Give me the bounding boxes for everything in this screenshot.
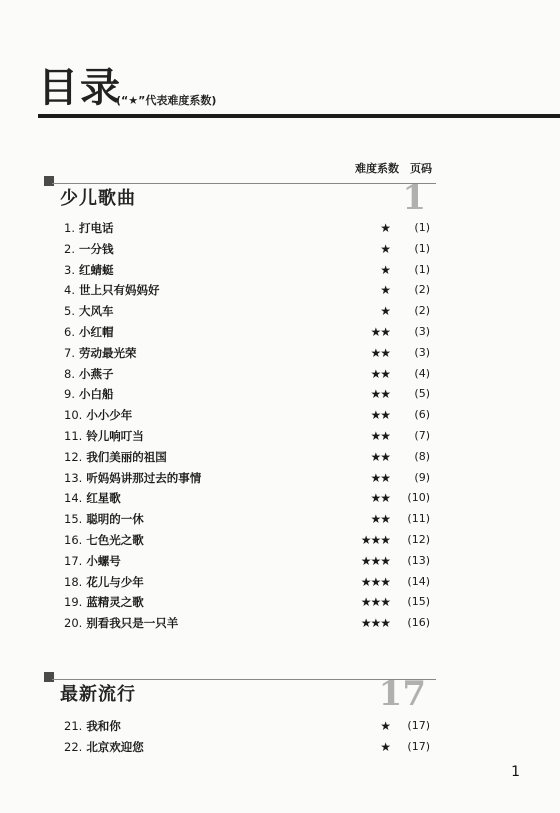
- page-ref: (1): [414, 241, 430, 255]
- difficulty-stars-icon: ★★: [370, 491, 390, 506]
- list-item[interactable]: 14. 红星歌 ★★ (10): [64, 488, 430, 509]
- list-item[interactable]: 20. 别看我只是一只羊 ★★★ (16): [64, 613, 430, 634]
- song-title: 小燕子: [79, 366, 114, 381]
- page-title: 目录: [38, 65, 122, 111]
- column-header: 难度系数 页码: [355, 162, 432, 175]
- difficulty-stars-icon: ★: [380, 719, 390, 733]
- song-title: 打电话: [79, 221, 114, 235]
- difficulty-stars-icon: ★★★: [360, 595, 390, 610]
- difficulty-stars-icon: ★★: [370, 449, 390, 464]
- song-title: 小螺号: [86, 553, 121, 568]
- difficulty-stars-icon: ★: [380, 283, 390, 298]
- difficulty-stars-icon: ★: [380, 221, 390, 235]
- page-ref: (7): [414, 428, 430, 442]
- difficulty-stars-icon: ★★★: [360, 532, 390, 547]
- list-item[interactable]: 16. 七色光之歌 ★★★ (12): [64, 530, 430, 551]
- difficulty-stars-icon: ★★: [370, 387, 390, 402]
- page-ref: (10): [407, 491, 430, 505]
- section-header: [44, 176, 436, 220]
- page-subtitle: (“★”代表难度系数): [116, 94, 217, 107]
- page-ref: (3): [414, 324, 430, 338]
- section-header: [44, 672, 436, 716]
- song-title: 世上只有妈妈好: [79, 283, 160, 298]
- page-ref: (17): [407, 719, 430, 732]
- song-title: 铃儿响叮当: [86, 428, 144, 443]
- page-ref: (12): [407, 532, 430, 546]
- song-title: 聪明的一休: [86, 512, 144, 527]
- page-ref: (13): [407, 553, 430, 567]
- list-item[interactable]: 12. 我们美丽的祖国 ★★ (8): [64, 447, 430, 468]
- section-items: [64, 218, 430, 634]
- song-title: 劳动最光荣: [79, 345, 137, 360]
- list-item[interactable]: 18. 花儿与少年 ★★★ (14): [64, 572, 430, 593]
- page-ref: (6): [414, 408, 430, 422]
- song-title: 红蜻蜓: [79, 262, 114, 277]
- song-title: 别看我只是一只羊: [86, 616, 179, 631]
- song-title: 我们美丽的祖国: [86, 449, 167, 464]
- list-item[interactable]: 11. 铃儿响叮当 ★★ (7): [64, 426, 430, 447]
- difficulty-stars-icon: ★: [380, 241, 390, 256]
- page-ref: (11): [407, 512, 430, 526]
- list-item[interactable]: 3. 红蜻蜓 ★ (1): [64, 260, 430, 281]
- difficulty-stars-icon: ★★: [370, 366, 390, 381]
- song-title: 蓝精灵之歌: [86, 595, 144, 610]
- section-marker-icon: [44, 176, 54, 186]
- section-number: 1: [402, 178, 426, 218]
- list-item[interactable]: 17. 小螺号 ★★★ (13): [64, 551, 430, 572]
- list-item[interactable]: 10. 小小少年 ★★ (6): [64, 405, 430, 426]
- section-title: 最新流行: [60, 684, 136, 705]
- difficulty-stars-icon: ★: [380, 739, 390, 754]
- page-ref: (16): [407, 616, 430, 630]
- song-title: 我和你: [86, 719, 121, 733]
- song-title: 七色光之歌: [86, 532, 144, 547]
- section-number: 17: [378, 674, 426, 714]
- list-item[interactable]: 15. 聪明的一休 ★★ (11): [64, 509, 430, 530]
- list-item[interactable]: 19. 蓝精灵之歌 ★★★ (15): [64, 592, 430, 613]
- page-number: 1: [511, 764, 520, 780]
- list-item[interactable]: 6. 小红帽 ★★ (3): [64, 322, 430, 343]
- song-title: 北京欢迎您: [86, 739, 144, 754]
- list-item[interactable]: 8. 小燕子 ★★ (4): [64, 364, 430, 385]
- list-item[interactable]: 22. 北京欢迎您 ★ (17): [64, 737, 430, 758]
- difficulty-stars-icon: ★★: [370, 512, 390, 527]
- difficulty-stars-icon: ★: [380, 262, 390, 277]
- list-item[interactable]: 13. 听妈妈讲那过去的事情 ★★ (9): [64, 468, 430, 489]
- page-ref: (1): [414, 221, 430, 234]
- difficulty-stars-icon: ★★★: [360, 553, 390, 568]
- song-title: 小白船: [79, 387, 114, 402]
- list-item[interactable]: 21. 我和你 ★ (17): [64, 716, 430, 737]
- difficulty-stars-icon: ★★★: [360, 616, 390, 631]
- page-ref: (17): [407, 739, 430, 753]
- difficulty-stars-icon: ★★: [370, 408, 390, 423]
- page-ref: (5): [414, 387, 430, 401]
- page-ref: (14): [407, 574, 430, 588]
- difficulty-stars-icon: ★★: [370, 345, 390, 360]
- page-ref: (2): [414, 283, 430, 297]
- list-item[interactable]: 4. 世上只有妈妈好 ★ (2): [64, 280, 430, 301]
- title-rule: [38, 114, 560, 118]
- difficulty-stars-icon: ★★: [370, 428, 390, 443]
- list-item[interactable]: 1. 打电话 ★ (1): [64, 218, 430, 239]
- song-title: 小小少年: [86, 408, 133, 423]
- difficulty-stars-icon: ★★: [370, 324, 390, 339]
- difficulty-stars-icon: ★: [380, 304, 390, 319]
- difficulty-stars-icon: ★★★: [360, 574, 390, 589]
- section-marker-icon: [44, 672, 54, 682]
- page-ref: (8): [414, 449, 430, 463]
- list-item[interactable]: 2. 一分钱 ★ (1): [64, 239, 430, 260]
- page-ref: (4): [414, 366, 430, 380]
- song-title: 红星歌: [86, 491, 121, 506]
- section-title: 少儿歌曲: [60, 188, 136, 209]
- page-ref: (1): [414, 262, 430, 276]
- difficulty-stars-icon: ★★: [370, 470, 390, 485]
- page-ref: (3): [414, 345, 430, 359]
- list-item[interactable]: 7. 劳动最光荣 ★★ (3): [64, 343, 430, 364]
- page-ref: (9): [414, 470, 430, 484]
- song-title: 大风车: [79, 304, 114, 319]
- section-items: [64, 716, 430, 758]
- list-item[interactable]: 5. 大风车 ★ (2): [64, 301, 430, 322]
- list-item[interactable]: 9. 小白船 ★★ (5): [64, 384, 430, 405]
- song-title: 花儿与少年: [86, 574, 144, 589]
- song-title: 一分钱: [79, 241, 114, 256]
- page-ref: (2): [414, 304, 430, 318]
- song-title: 听妈妈讲那过去的事情: [86, 470, 202, 485]
- song-title: 小红帽: [79, 324, 114, 339]
- page-ref: (15): [407, 595, 430, 609]
